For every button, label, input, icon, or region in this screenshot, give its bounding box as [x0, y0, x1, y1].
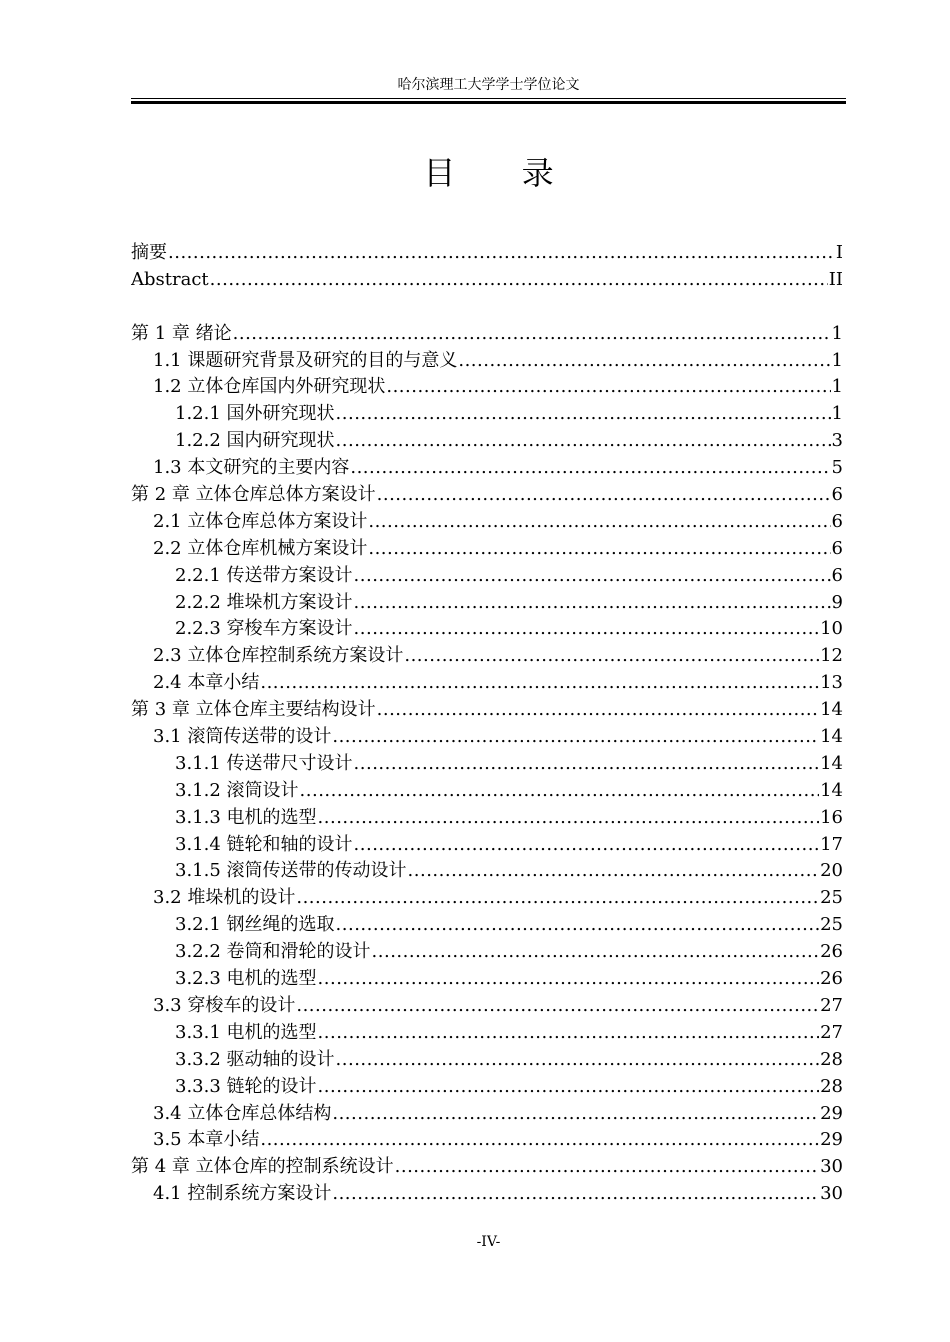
toc-entry-page: 14: [820, 779, 843, 801]
toc-leader-dots: [377, 697, 819, 724]
toc-entry-label: 3.2 堆垛机的设计: [153, 887, 296, 909]
toc-entry[interactable]: [131, 1020, 843, 1047]
toc-entry-page: 1: [831, 349, 843, 371]
toc-entry[interactable]: [131, 428, 843, 455]
toc-entry-label: 3.2.2 卷筒和滑轮的设计: [175, 941, 371, 963]
toc-entry-page: 1: [831, 322, 843, 344]
toc-leader-dots: [336, 912, 820, 939]
toc-entry-label: 2.2.3 穿梭车方案设计: [175, 618, 353, 640]
toc-entry[interactable]: [131, 885, 843, 912]
toc-entry[interactable]: [131, 1181, 843, 1208]
toc-entry-label: 2.2.1 传送带方案设计: [175, 564, 353, 586]
toc-entry-label: 3.3.1 电机的选型: [175, 1021, 317, 1043]
toc-leader-dots: [458, 348, 830, 375]
toc-entry[interactable]: [131, 724, 843, 751]
toc-entry-page: 6: [831, 484, 843, 506]
toc-leader-dots: [336, 401, 831, 428]
toc-entry-page: 29: [820, 1129, 843, 1151]
toc-leader-dots: [386, 374, 830, 401]
toc-leader-dots: [318, 805, 820, 832]
toc-entry-page: 16: [820, 806, 843, 828]
toc-entry-label: 4.1 控制系统方案设计: [153, 1183, 332, 1205]
page-title: 目 录: [423, 154, 582, 192]
toc-entry-label: 1.1 课题研究背景及研究的目的与意义: [153, 349, 458, 371]
toc-entry-page: 1: [831, 403, 843, 425]
toc-entry-page: 10: [820, 618, 843, 640]
toc-entry[interactable]: [131, 939, 843, 966]
toc-entry[interactable]: [131, 348, 843, 375]
toc-entry-label: 3.1 滚筒传送带的设计: [153, 726, 332, 748]
toc-entry[interactable]: [131, 778, 843, 805]
toc-entry[interactable]: [131, 993, 843, 1020]
toc-entry[interactable]: [131, 805, 843, 832]
toc-entry-page: 12: [820, 645, 843, 667]
toc-entry-label: 3.1.2 滚筒设计: [175, 779, 299, 801]
toc-entry-label: 摘要: [131, 242, 167, 263]
toc-leader-dots: [260, 1127, 819, 1154]
toc-entry-page: 14: [820, 752, 843, 774]
toc-entry[interactable]: [131, 321, 843, 348]
toc-entry-label: 3.5 本章小结: [153, 1129, 260, 1151]
toc-entry-page: 1: [831, 376, 843, 398]
toc-entry[interactable]: [131, 616, 843, 643]
toc-entry-page: 9: [831, 591, 843, 613]
toc-leader-dots: [168, 240, 835, 267]
toc-entry-page: 3: [831, 430, 843, 452]
toc-entry[interactable]: [131, 1154, 843, 1181]
toc-leader-dots: [408, 858, 820, 885]
toc-entry-page: 14: [820, 699, 843, 721]
toc-entry-label: 2.1 立体仓库总体方案设计: [153, 510, 368, 532]
toc-leader-dots: [350, 455, 830, 482]
toc-entry-label: 3.2.3 电机的选型: [175, 968, 317, 990]
toc-entry[interactable]: [131, 267, 843, 294]
toc-leader-dots: [318, 966, 820, 993]
toc-entry-page: 26: [820, 968, 843, 990]
toc-entry[interactable]: [131, 536, 843, 563]
toc-entry-page: 27: [820, 1021, 843, 1043]
toc-entry[interactable]: [131, 590, 843, 617]
toc-entry[interactable]: [131, 912, 843, 939]
toc-leader-dots: [318, 1020, 820, 1047]
toc-leader-dots: [336, 1047, 820, 1074]
toc-entry-label: 第 3 章 立体仓库主要结构设计: [131, 699, 376, 721]
toc-leader-dots: [336, 428, 831, 455]
toc-entry-page: 14: [820, 726, 843, 748]
toc-entry[interactable]: [131, 966, 843, 993]
toc-entry-page: 28: [820, 1048, 843, 1070]
toc-entry-label: Abstract: [131, 268, 209, 290]
toc-leader-dots: [404, 643, 819, 670]
toc-entry-page: 6: [831, 510, 843, 532]
toc-leader-dots: [368, 536, 830, 563]
toc-leader-dots: [332, 724, 819, 751]
toc-entry-label: 3.3.3 链轮的设计: [175, 1075, 317, 1097]
toc-entry-label: 2.2 立体仓库机械方案设计: [153, 537, 368, 559]
toc-entry-page: 30: [820, 1183, 843, 1205]
toc-entry-page: 5: [831, 457, 843, 479]
toc-leader-dots: [332, 1181, 819, 1208]
page-number: -IV-: [476, 1234, 501, 1250]
toc-entry-label: 3.1.1 传送带尺寸设计: [175, 752, 353, 774]
toc-entry-page: 13: [820, 672, 843, 694]
toc-entry-page: I: [835, 242, 843, 263]
toc-leader-dots: [318, 1074, 820, 1101]
toc-entry-page: 20: [820, 860, 843, 882]
toc-entry-label: 3.3.2 驱动轴的设计: [175, 1048, 335, 1070]
toc-leader-dots: [377, 482, 831, 509]
table-of-contents: [131, 240, 843, 1208]
toc-entry[interactable]: [131, 482, 843, 509]
toc-entry-label: 1.2.1 国外研究现状: [175, 403, 335, 425]
toc-entry-label: 1.2.2 国内研究现状: [175, 430, 335, 452]
toc-entry-label: 1.2 立体仓库国内外研究现状: [153, 376, 386, 398]
toc-leader-dots: [354, 832, 820, 859]
toc-leader-dots: [332, 1101, 819, 1128]
toc-leader-dots: [354, 751, 820, 778]
toc-entry[interactable]: [131, 1127, 843, 1154]
header-rule-thin: [131, 98, 846, 99]
toc-entry[interactable]: [131, 643, 843, 670]
toc-leader-dots: [372, 939, 820, 966]
toc-entry-label: 3.1.4 链轮和轴的设计: [175, 833, 353, 855]
toc-entry-label: 3.2.1 钢丝绳的选取: [175, 914, 335, 936]
toc-entry[interactable]: [131, 832, 843, 859]
toc-entry-label: 3.3 穿梭车的设计: [153, 994, 296, 1016]
toc-leader-dots: [210, 267, 828, 294]
toc-entry[interactable]: [131, 1074, 843, 1101]
toc-entry-label: 2.2.2 堆垛机方案设计: [175, 591, 353, 613]
toc-entry-page: 17: [820, 833, 843, 855]
toc-leader-dots: [300, 778, 820, 805]
toc-entry-page: 25: [820, 887, 843, 909]
toc-entry[interactable]: [131, 1047, 843, 1074]
toc-leader-dots: [260, 670, 819, 697]
toc-entry-label: 3.1.3 电机的选型: [175, 806, 317, 828]
toc-entry-label: 3.1.5 滚筒传送带的传动设计: [175, 860, 407, 882]
toc-leader-dots: [368, 509, 830, 536]
toc-entry-label: 2.3 立体仓库控制系统方案设计: [153, 645, 404, 667]
toc-entry-label: 第 2 章 立体仓库总体方案设计: [131, 484, 376, 506]
toc-entry[interactable]: [131, 455, 843, 482]
toc-entry-label: 第 4 章 立体仓库的控制系统设计: [131, 1156, 394, 1178]
toc-spacer: [131, 294, 843, 321]
toc-leader-dots: [354, 590, 831, 617]
toc-entry-label: 3.4 立体仓库总体结构: [153, 1102, 332, 1124]
toc-leader-dots: [354, 563, 831, 590]
toc-entry[interactable]: [131, 858, 843, 885]
toc-entry-page: 27: [820, 994, 843, 1016]
toc-entry-label: 2.4 本章小结: [153, 672, 260, 694]
toc-entry[interactable]: [131, 1101, 843, 1128]
header-rule-thick: [131, 101, 846, 104]
toc-entry-page: 30: [820, 1156, 843, 1178]
toc-entry[interactable]: [131, 563, 843, 590]
toc-entry[interactable]: [131, 240, 843, 267]
toc-entry-page: II: [828, 268, 843, 290]
toc-entry[interactable]: [131, 751, 843, 778]
toc-entry-page: 25: [820, 914, 843, 936]
toc-leader-dots: [354, 616, 820, 643]
toc-leader-dots: [233, 321, 831, 348]
toc-entry-page: 29: [820, 1102, 843, 1124]
toc-entry[interactable]: [131, 670, 843, 697]
toc-entry-page: 6: [831, 537, 843, 559]
toc-entry[interactable]: [131, 401, 843, 428]
toc-entry[interactable]: [131, 374, 843, 401]
toc-leader-dots: [296, 885, 819, 912]
running-header: 哈尔滨理工大学学士学位论文: [397, 77, 580, 93]
toc-entry[interactable]: [131, 697, 843, 724]
toc-entry-page: 28: [820, 1075, 843, 1097]
toc-entry-label: 1.3 本文研究的主要内容: [153, 457, 350, 479]
toc-entry-page: 26: [820, 941, 843, 963]
toc-leader-dots: [395, 1154, 819, 1181]
toc-leader-dots: [296, 993, 819, 1020]
toc-entry-label: 第 1 章 绪论: [131, 322, 232, 344]
toc-entry-page: 6: [831, 564, 843, 586]
toc-entry[interactable]: [131, 509, 843, 536]
